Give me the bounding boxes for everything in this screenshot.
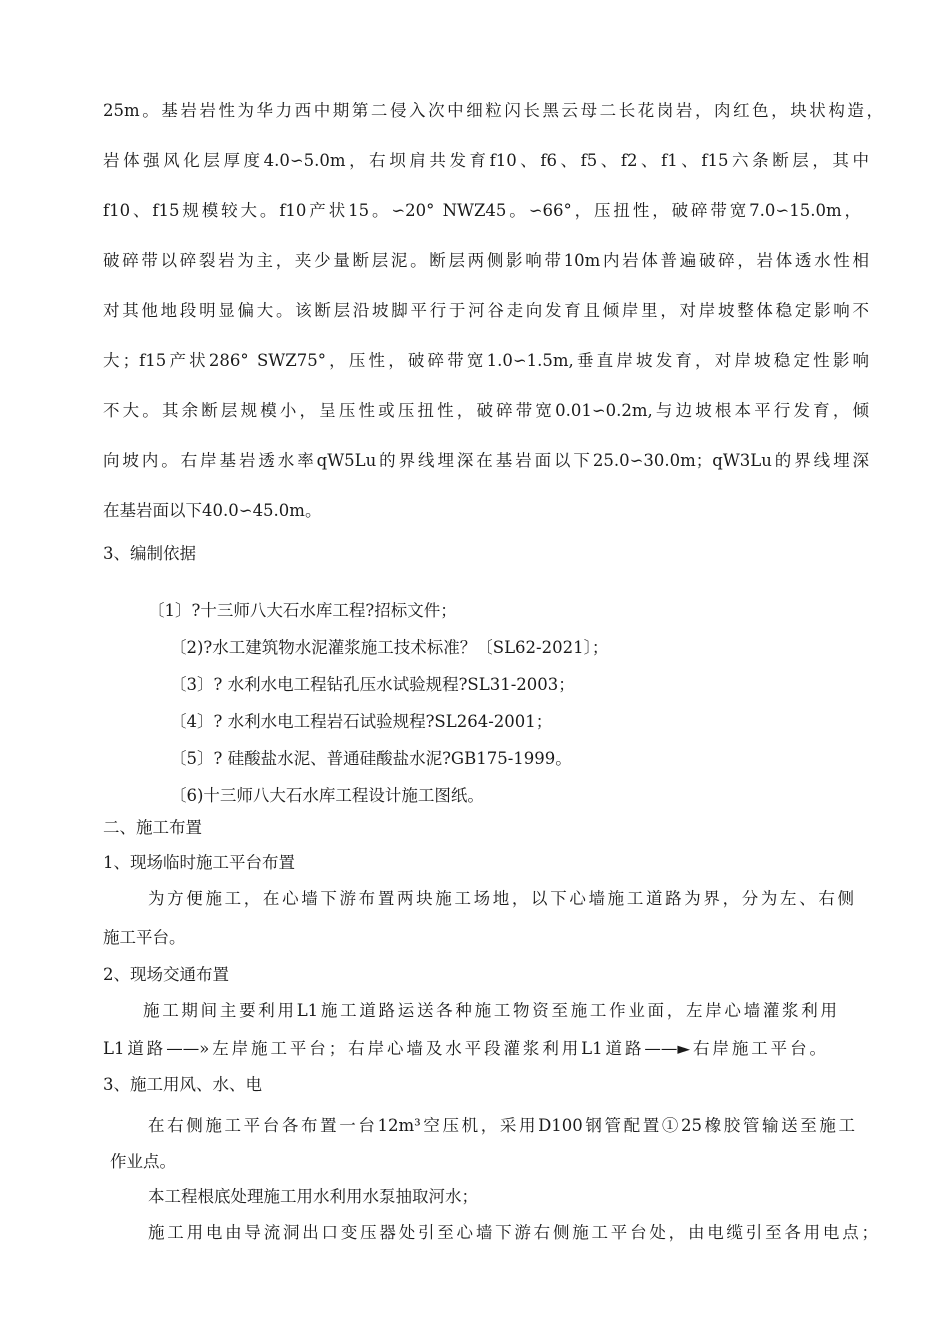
subsection-heading: 2、现场交通布置 xyxy=(103,965,229,984)
geology-line: 大；f15产状286° SWZ75°，压性，破碎带宽1.0∽1.5m,垂直岸坡发育，对岸坡稳定性影响 xyxy=(103,351,869,370)
paragraph-line: 作业点。 xyxy=(110,1152,176,1171)
paragraph-line: 施工期间主要利用L1施工道路运送各种施工物资至施工作业面，左岸心墙灌浆利用 xyxy=(143,1001,837,1020)
reference-item: 〔2)?水工建筑物水泥灌浆施工技术标准？〔SL62-2021〕； xyxy=(170,638,609,657)
geology-line: f10、f15规模较大。f10产状15。∽20° NWZ45。∽66°，压扭性，破碎带宽7.0∽15.0m， xyxy=(103,201,861,220)
paragraph-line: 施工平台。 xyxy=(103,928,186,947)
reference-item: 〔5〕? 硅酸盐水泥、普通硅酸盐水泥?GB175-1999。 xyxy=(170,749,572,768)
geology-line: 岩体强风化层厚度4.0∽5.0m，右坝肩共发育f10、f6、f5、f2、f1、f15六条断层，其中 xyxy=(103,151,869,170)
paragraph-line: 本工程根底处理施工用水利用水泵抽取河水； xyxy=(148,1187,478,1206)
geology-line: 破碎带以碎裂岩为主，夹少量断层泥。断层两侧影响带10m内岩体普遍破碎，岩体透水性相 xyxy=(103,251,869,270)
paragraph-line: 施工用电由导流洞出口变压器处引至心墙下游右侧施工平台处，由电缆引至各用电点； xyxy=(148,1223,878,1242)
reference-item: 〔3〕? 水利水电工程钻孔压水试验规程?SL31-2003； xyxy=(170,675,575,694)
geology-line: 25m。基岩岩性为华力西中期第二侵入次中细粒闪长黑云母二长花岗岩，肉红色，块状构造， xyxy=(103,101,883,120)
geology-line: 在基岩面以下40.0∽45.0m。 xyxy=(103,501,322,520)
paragraph-line: L1道路——»左岸施工平台；右岸心墙及水平段灌浆利用L1道路——►右岸施工平台。 xyxy=(103,1039,826,1058)
subsection-heading: 1、现场临时施工平台布置 xyxy=(103,853,295,872)
reference-item: 〔4〕? 水利水电工程岩石试验规程?SL264-2001； xyxy=(170,712,553,731)
chapter-heading: 二、施工布置 xyxy=(103,818,202,837)
geology-line: 不大。其余断层规模小，呈压性或压扭性，破碎带宽0.01∽0.2m,与边坡根本平行发育，倾 xyxy=(103,401,869,420)
reference-item: 〔1〕?十三师八大石水库工程?招标文件； xyxy=(148,601,457,620)
section-heading: 3、编制依据 xyxy=(103,544,196,563)
geology-line: 对其他地段明显偏大。该断层沿坡脚平行于河谷走向发育且倾岸里，对岸坡整体稳定影响不 xyxy=(103,301,869,320)
geology-line: 向坡内。右岸基岩透水率qW5Lu的界线埋深在基岩面以下25.0∽30.0m；qW3Lu的界线埋深 xyxy=(103,451,869,470)
paragraph-line: 在右侧施工平台各布置一台12m³空压机，采用D100钢管配置①25橡胶管输送至施工 xyxy=(148,1116,855,1135)
subsection-heading: 3、施工用风、水、电 xyxy=(103,1075,262,1094)
paragraph-line: 为方便施工，在心墙下游布置两块施工场地，以下心墙施工道路为界，分为左、右侧 xyxy=(148,889,854,908)
reference-item: 〔6)十三师八大石水库工程设计施工图纸。 xyxy=(170,786,484,805)
